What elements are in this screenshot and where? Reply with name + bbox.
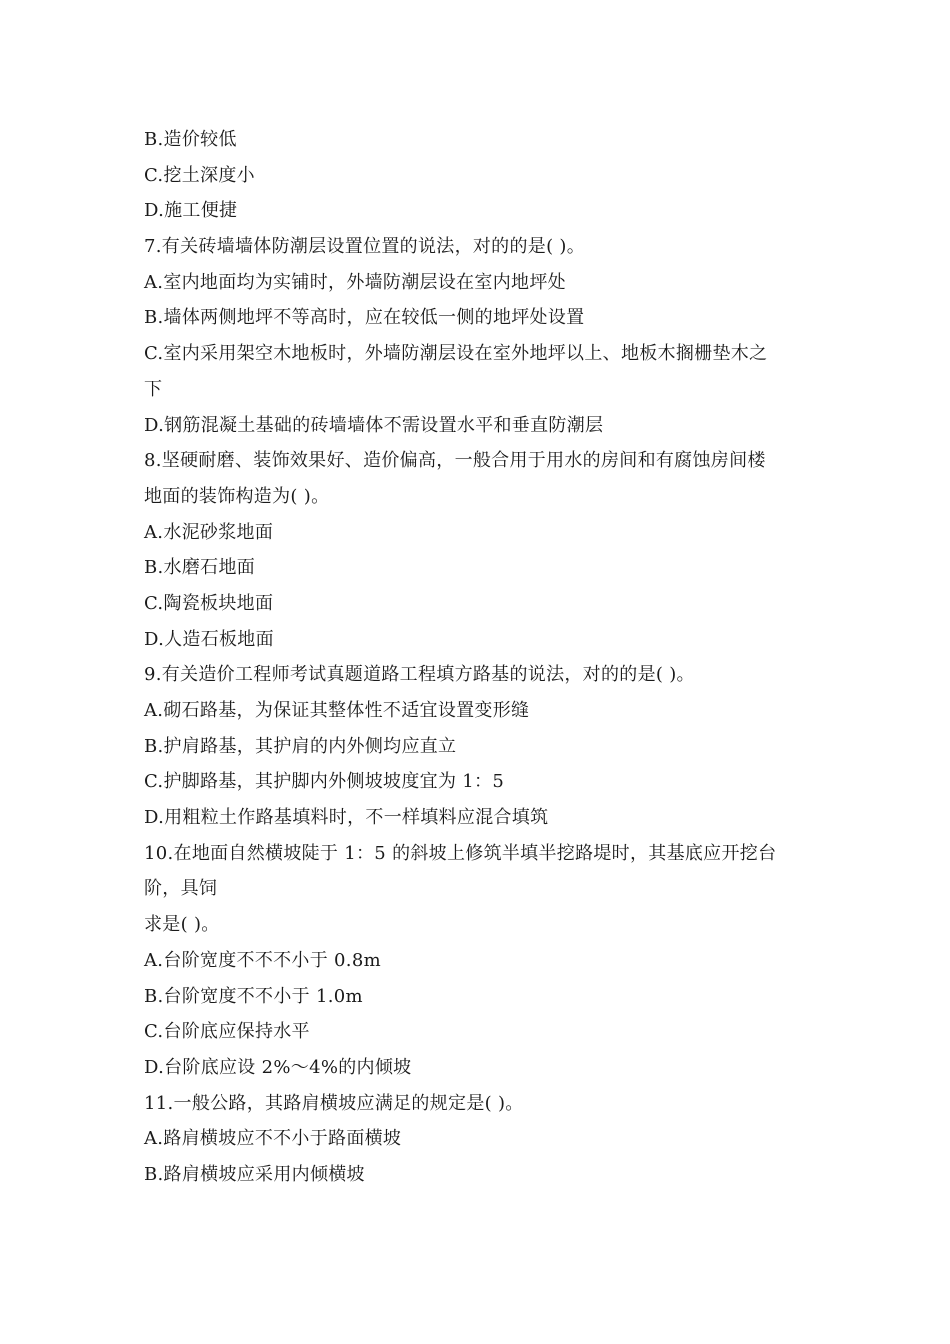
option-c-q10: C.台阶底应保持水平 — [144, 1021, 310, 1043]
question-10-continued-2: 求是( )。 — [144, 914, 220, 936]
option-d-q8: D.人造石板地面 — [144, 628, 274, 650]
option-c-q6: C.挖土深度小 — [144, 164, 255, 186]
option-d-q6: D.施工便捷 — [144, 200, 238, 222]
question-8-continued: 地面的装饰构造为( )。 — [144, 485, 330, 507]
option-d-q9: D.用粗粒土作路基填料时，不一样填料应混合填筑 — [144, 807, 549, 829]
option-d-q7: D.钢筋混凝土基础的砖墙墙体不需设置水平和垂直防潮层 — [144, 414, 604, 436]
question-11: 11.一般公路，其路肩横坡应满足的规定是( )。 — [144, 1092, 524, 1114]
question-8: 8.坚硬耐磨、装饰效果好、造价偏高，一般合用于用水的房间和有腐蚀房间楼 — [144, 450, 766, 472]
option-c-q7: C.室内采用架空木地板时，外墙防潮层设在室外地坪以上、地板木搁栅垫木之 — [144, 343, 768, 365]
option-c-q9: C.护脚路基，其护脚内外侧坡坡度宜为 1：5 — [144, 771, 505, 793]
option-a-q11: A.路肩横坡应不不小于路面横坡 — [144, 1128, 402, 1150]
option-b-q11: B.路肩横坡应采用内倾横坡 — [144, 1163, 365, 1185]
option-a-q7: A.室内地面均为实铺时，外墙防潮层设在室内地坪处 — [144, 271, 566, 293]
option-d-q10: D.台阶底应设 2%～4%的内倾坡 — [144, 1056, 412, 1078]
option-b-q6: B.造价较低 — [144, 129, 237, 150]
option-b-q8: B.水磨石地面 — [144, 557, 256, 579]
option-b-q9: B.护肩路基，其护肩的内外侧均应直立 — [144, 735, 457, 757]
option-c-q7-continued: 下 — [144, 378, 163, 400]
option-b-q10: B.台阶宽度不不小于 1.0m — [144, 985, 363, 1007]
question-10-continued-1: 阶，具饲 — [144, 878, 218, 900]
option-a-q10: A.台阶宽度不不不小于 0.8m — [144, 949, 381, 971]
question-7: 7.有关砖墙墙体防潮层设置位置的说法，对的的是( )。 — [144, 236, 586, 258]
option-c-q8: C.陶瓷板块地面 — [144, 592, 274, 614]
option-a-q9: A.砌石路基，为保证其整体性不适宜设置变形缝 — [144, 700, 530, 721]
document-body — [144, 122, 814, 1193]
question-10: 10.在地面自然横坡陡于 1：5 的斜坡上修筑半填半挖路堤时，其基底应开挖台 — [144, 842, 777, 864]
option-b-q7: B.墙体两侧地坪不等高时，应在较低一侧的地坪处设置 — [144, 307, 585, 329]
question-9: 9.有关造价工程师考试真题道路工程填方路基的说法，对的的是( )。 — [144, 664, 695, 686]
option-a-q8: A.水泥砂浆地面 — [144, 521, 274, 543]
